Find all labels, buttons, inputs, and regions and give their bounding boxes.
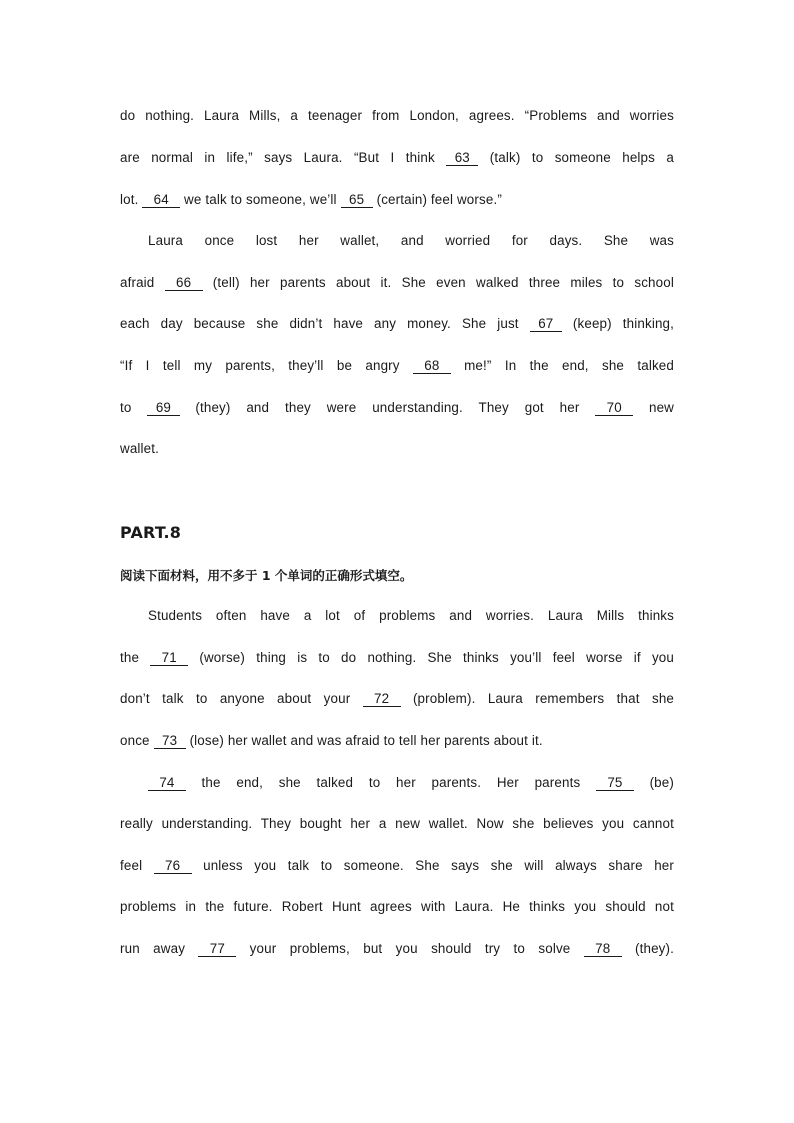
- part8-line-7: feel 76 unless you talk to someone. She says she will always share her: [120, 858, 675, 873]
- blank-field[interactable]: 73: [153, 733, 186, 748]
- part8-line-3: don’t talk to anyone about your 72 (problem). Laura remembers that she: [120, 691, 675, 706]
- part8-instruction: 阅读下面材料，用不多于 1 个单词的正确形式填空。: [120, 568, 413, 583]
- blank-field[interactable]: 77: [198, 941, 237, 956]
- part8-line-9: run away 77 your problems, but you should try to solve 78 (they).: [120, 941, 675, 956]
- part8-line-6: really understanding. They bought her a new wallet. Now she believes you cannot: [120, 816, 674, 831]
- blank-field[interactable]: 69: [147, 400, 180, 415]
- part8-line-8: problems in the future. Robert Hunt agrees with Laura. He thinks you should not: [120, 899, 674, 914]
- part8-heading: PART.8: [120, 523, 182, 542]
- blank-field[interactable]: 71: [150, 650, 189, 665]
- blank-field[interactable]: 63: [446, 150, 479, 165]
- blank-field[interactable]: 75: [596, 775, 634, 790]
- part7-line-3: lot. 64 we talk to someone, we’ll 65 (certain) feel worse.”: [120, 192, 502, 207]
- blank-field[interactable]: 65: [340, 192, 373, 207]
- blank-field[interactable]: 70: [595, 400, 634, 415]
- part8-line-2: the 71 (worse) thing is to do nothing. She thinks you’ll feel worse if you: [120, 650, 675, 665]
- blank-field[interactable]: 68: [412, 358, 451, 373]
- part7-line-5: afraid 66 (tell) her parents about it. She even walked three miles to school: [120, 275, 674, 290]
- blank-field[interactable]: 72: [362, 691, 401, 706]
- blank-field[interactable]: 64: [142, 192, 181, 207]
- blank-field[interactable]: 67: [529, 316, 562, 331]
- part8-line-5: 74 the end, she talked to her parents. Her parents 75 (be): [148, 775, 674, 790]
- blank-field[interactable]: 76: [153, 858, 192, 873]
- part7-line-7: “If I tell my parents, they’ll be angry 68 me!” In the end, she talked: [120, 358, 674, 373]
- blank-field[interactable]: 74: [148, 775, 186, 790]
- part7-line-6: each day because she didn’t have any money. She just 67 (keep) thinking,: [120, 316, 675, 331]
- blank-field[interactable]: 78: [583, 941, 622, 956]
- part8-line-4: once 73 (lose) her wallet and was afraid to tell her parents about it.: [120, 733, 543, 748]
- part8-line-1: Students often have a lot of problems and worries. Laura Mills thinks: [148, 608, 674, 623]
- part7-line-1: do nothing. Laura Mills, a teenager from London, agrees. “Problems and worries: [120, 108, 674, 123]
- part7-line-2: are normal in life,” says Laura. “But I think 63 (talk) to someone helps a: [120, 150, 674, 165]
- part7-line-4: Laura once lost her wallet, and worried for days. She was: [148, 233, 674, 248]
- blank-field[interactable]: 66: [164, 275, 203, 290]
- part7-line-9: wallet.: [120, 441, 160, 456]
- part7-line-8: to 69 (they) and they were understanding. They got her 70 new: [120, 400, 675, 415]
